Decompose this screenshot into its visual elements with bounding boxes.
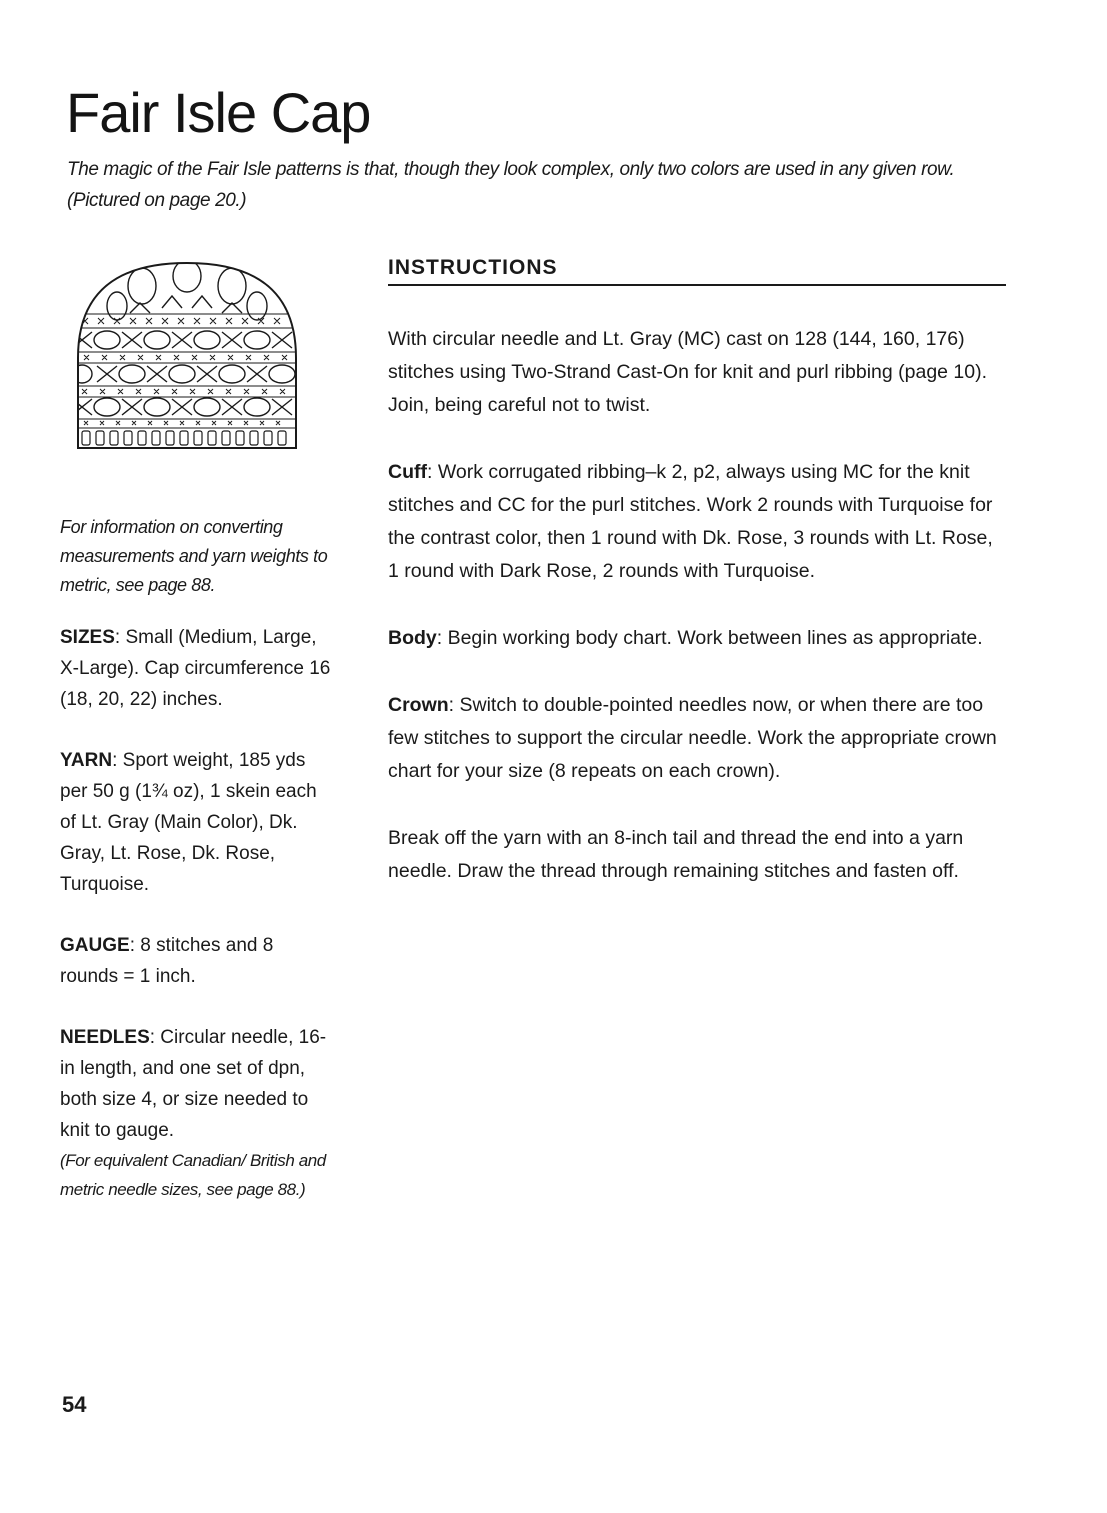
intro-text: The magic of the Fair Isle patterns is that, though they look complex, only two colors are used in any given row. (Pictured on page 20.) xyxy=(67,159,955,211)
spec-text: : Sport weight, 185 yds per 50 g (1¾ oz), 1 skein each of Lt. Gray (Main Color), Dk. Gray, Lt. Rose, Dk. Rose, Turquoise. xyxy=(60,750,317,895)
spec-gauge xyxy=(60,930,335,992)
page-number: 54 xyxy=(62,1392,87,1417)
spec-text: : Small (Medium, Large, X-Large). Cap circumference 16 (18, 20, 22) inches. xyxy=(60,627,331,710)
spec-label: NEEDLES xyxy=(60,1027,150,1048)
spec-sizes xyxy=(60,622,335,715)
spec-label: YARN xyxy=(60,750,113,771)
spec-label: SIZES xyxy=(60,627,115,648)
metric-note: For information on converting measurements and yarn weights to metric, see page 88. xyxy=(60,517,328,595)
cuff-paragraph xyxy=(388,456,1006,588)
step-label: Crown xyxy=(388,694,449,716)
spec-text: : Circular needle, 16-in length, and one set of dpn, both size 4, or size needed to knit to gauge. xyxy=(60,1027,327,1141)
body-paragraph xyxy=(388,622,1006,655)
spec-yarn xyxy=(60,745,335,900)
spec-needles xyxy=(60,1022,335,1204)
cap-illustration xyxy=(72,258,302,458)
step-text: : Begin working body chart. Work between lines as appropriate. xyxy=(436,627,983,649)
finish-paragraph: Break off the yarn with an 8-inch tail and thread the end into a yarn needle. Draw the thread through remaining stitches and fasten off. xyxy=(388,827,964,882)
spec-text: : 8 stitches and 8 rounds = 1 inch. xyxy=(60,935,274,987)
page-title: Fair Isle Cap xyxy=(66,81,371,144)
needle-size-note: (For equivalent Canadian/ British and metric needle sizes, see page 88.) xyxy=(60,1151,326,1199)
step-text: : Work corrugated ribbing–k 2, p2, always using MC for the knit stitches and CC for the purl stitches. Work 2 rounds with Turquoise for the contrast color, then 1 round with Dk. Rose, 3 rounds with Lt. Rose, 1 round with Dark Rose, 2 rounds with Turquoise. xyxy=(388,461,993,582)
crown-paragraph xyxy=(388,689,1006,788)
instructions-section xyxy=(388,256,1006,922)
instructions-heading: INSTRUCTIONS xyxy=(388,256,1006,286)
spec-label: GAUGE xyxy=(60,935,130,956)
step-text: : Switch to double-pointed needles now, or when there are too few stitches to support the circular needle. Work the appropriate crown chart for your size (8 repeats on each crown). xyxy=(388,694,997,782)
fair-isle-cap-icon xyxy=(72,258,302,458)
sidebar xyxy=(60,513,335,1234)
step-label: Cuff xyxy=(388,461,427,483)
cast-on-paragraph: With circular needle and Lt. Gray (MC) cast on 128 (144, 160, 176) stitches using Two-Strand Cast-On for knit and purl ribbing (page 10). Join, being careful not to twist. xyxy=(388,328,988,416)
step-label: Body xyxy=(388,627,437,649)
